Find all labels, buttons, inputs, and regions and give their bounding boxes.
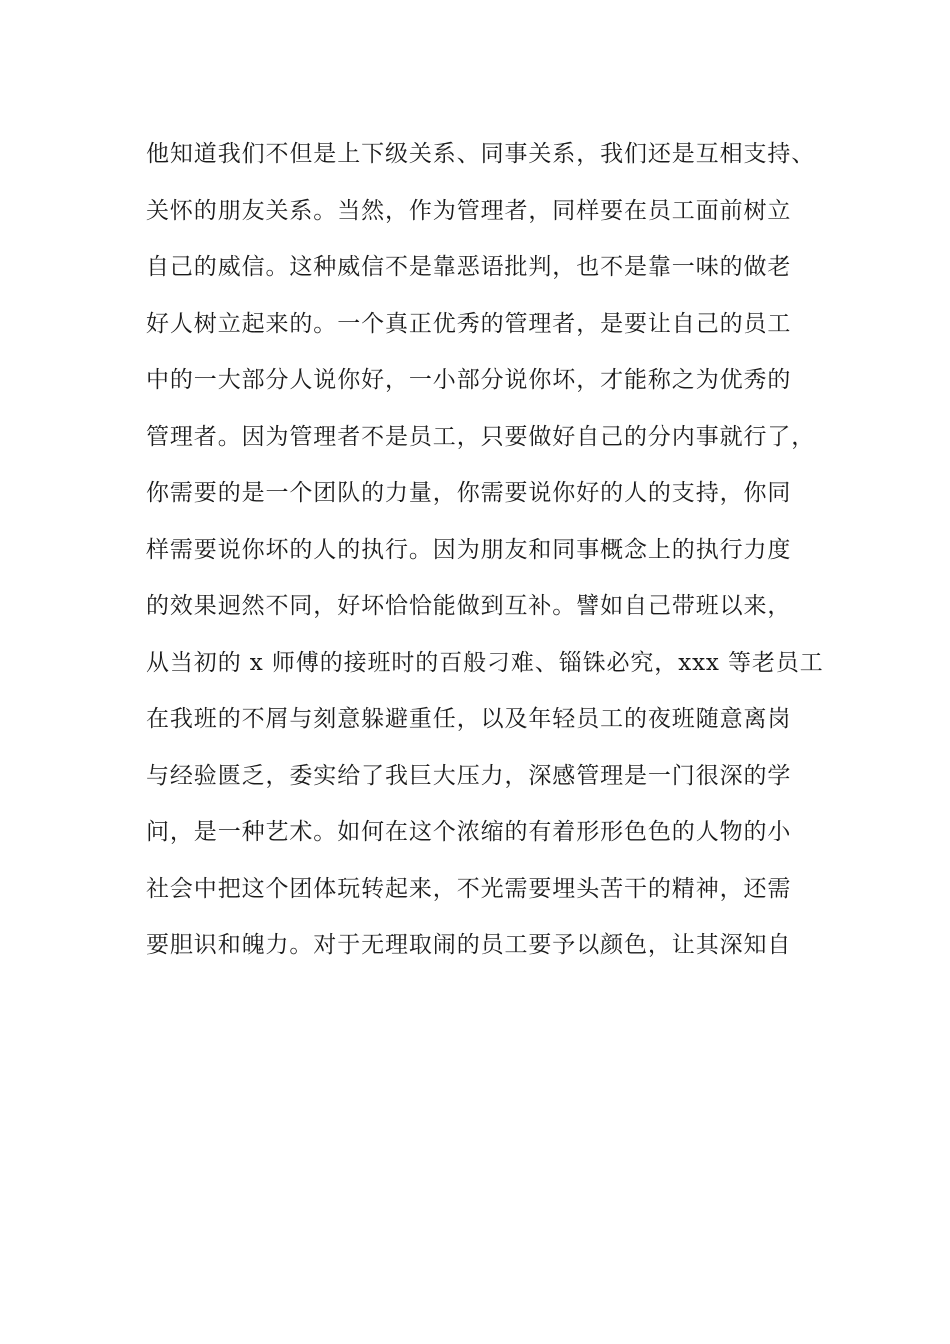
text-line: 中的一大部分人说你好，一小部分说你坏，才能称之为优秀的 [146,367,792,393]
text-line: 关怀的朋友关系。当然，作为管理者，同样要在员工面前树立 [146,197,792,224]
text-line: 的效果迥然不同，好坏恰恰能做到互补。譬如自己带班以来， [146,593,792,619]
text-line: 问，是一种艺术。如何在这个浓缩的有着形形色色的人物的小 [146,819,792,845]
text-line: 样需要说你坏的人的执行。因为朋友和同事概念上的执行力度 [146,536,792,563]
text-line: 自己的威信。这种威信不是靠恶语批判，也不是靠一味的做老 [146,254,792,280]
text-line: 好人树立起来的。一个真正优秀的管理者，是要让自己的员工 [146,310,792,337]
text-line: 在我班的不屑与刻意躲避重任，以及年轻员工的夜班随意离岗 [146,706,792,732]
text-line: 从当初的 x 师傅的接班时的百般刁难、锱铢必究，xxx 等老员工 [146,649,824,676]
body-text [146,126,836,974]
text-line: 要胆识和魄力。对于无理取闹的员工要予以颜色，让其深知自 [146,932,792,958]
text-line: 社会中把这个团体玩转起来，不光需要埋头苦干的精神，还需 [146,875,792,902]
text-line: 你需要的是一个团队的力量，你需要说你好的人的支持，你同 [146,480,792,506]
text-line: 管理者。因为管理者不是员工，只要做好自己的分内事就行了， [146,423,816,450]
text-line: 他知道我们不但是上下级关系、同事关系，我们还是互相支持、 [146,141,816,167]
text-line: 与经验匮乏，委实给了我巨大压力，深感管理是一门很深的学 [146,762,792,789]
